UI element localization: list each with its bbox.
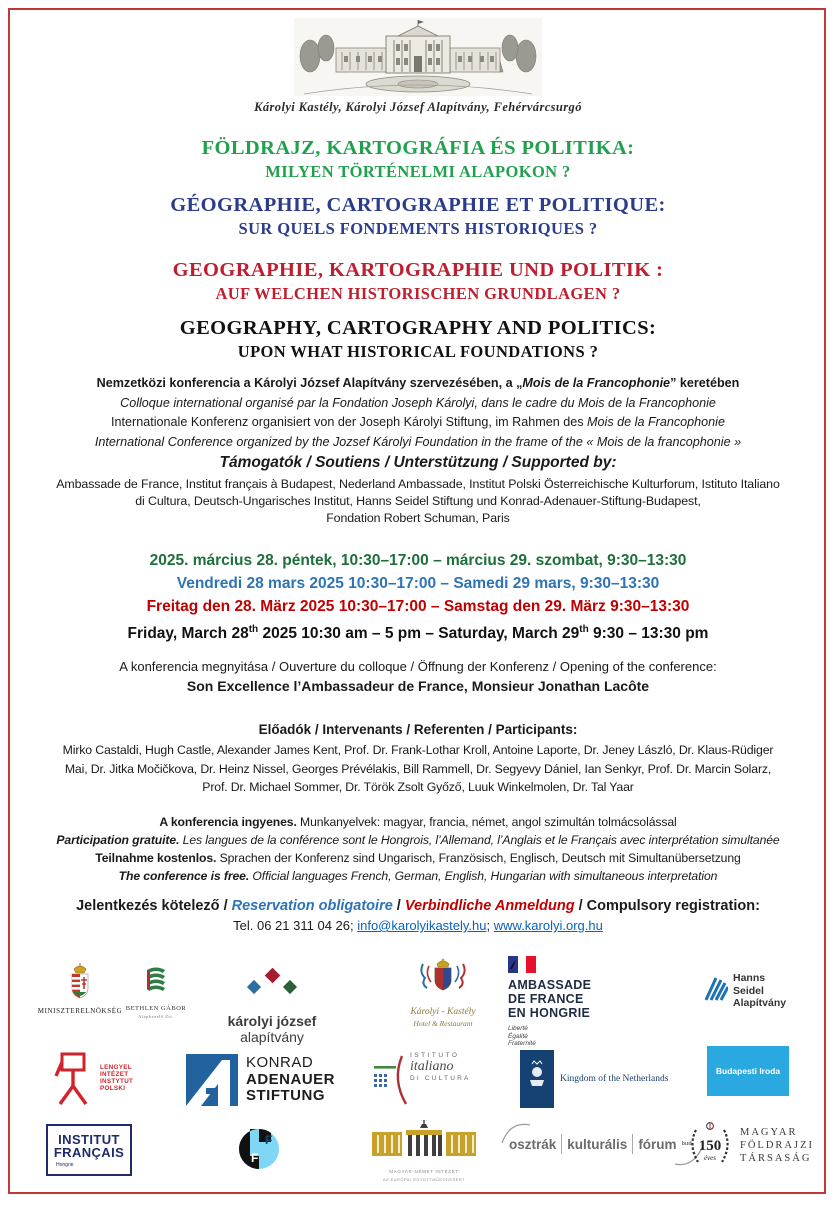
title-english xyxy=(10,317,826,362)
logo-ff-circle xyxy=(238,1128,280,1175)
netherlands-label: Kingdom of the Netherlands xyxy=(560,1074,669,1084)
kas-text xyxy=(246,1055,335,1105)
sponsor-logos xyxy=(10,950,826,1200)
info-en-lead: The conference is free. xyxy=(118,869,250,883)
brandenburg-gate-icon xyxy=(372,1120,476,1162)
ambassade-line3: EN HONGRIE xyxy=(508,1006,591,1020)
registration-line xyxy=(10,898,826,914)
info-fr-lead: Participation gratuite. xyxy=(56,833,180,847)
logo-institut-francais xyxy=(46,1124,132,1176)
kas-a-icon xyxy=(186,1054,238,1106)
svg-text:F: F xyxy=(251,1151,259,1165)
kas-line1: KONRAD xyxy=(246,1054,314,1072)
speakers-list xyxy=(10,741,826,797)
istituto-line1: ISTITUTO xyxy=(410,1052,460,1059)
title-fr-line1: GÉOGRAPHIE, CARTOGRAPHIE ET POLITIQUE: xyxy=(170,194,666,216)
three-diamonds-icon xyxy=(237,968,307,1002)
kastely-subtitle: Hotel & Restaurant xyxy=(413,1019,473,1028)
supporters-list xyxy=(10,476,826,527)
kastely-crest-icon xyxy=(417,956,469,1002)
date-hungarian: 2025. március 28. péntek, 10:30–17:00 – március 29. szombat, 9:30–13:30 xyxy=(149,552,687,569)
magyar-nemet-line2: AZ EURÓPAI EGYÜTTMŰKÖDÉSÉRT xyxy=(382,1178,466,1182)
organizer-line-de xyxy=(10,413,826,433)
okf-word1: osztrák xyxy=(509,1136,557,1152)
info-fr-rest: Les langues de la conférence sont le Hongrois, l’Allemand, l’Anglais et le Français avec interprétation simultanée xyxy=(179,833,780,847)
lengyel-line1: LENGYEL xyxy=(100,1064,132,1071)
bethlen-gabor-emblem-icon xyxy=(139,964,173,998)
logo-ambassade-france xyxy=(508,956,658,1048)
hanns-line1: Hanns xyxy=(733,972,766,984)
date-en-sup1: th xyxy=(248,624,259,635)
title-en-line2: UPON WHAT HISTORICAL FOUNDATIONS ? xyxy=(237,342,599,361)
magyar-nemet-line1: MAGYAR-NÉMET INTÉZET xyxy=(389,1169,459,1174)
mft-text xyxy=(740,1126,814,1165)
info-line-hu xyxy=(10,813,826,831)
kastely-name: Károlyi - Kastély xyxy=(410,1007,476,1017)
hanns-line2: Seidel xyxy=(733,984,764,997)
hungarian-coat-of-arms-icon xyxy=(65,962,95,1000)
bethlen-gabor-label: BETHLEN GÁBOR xyxy=(125,1005,187,1012)
svg-text:éves: éves xyxy=(703,1154,717,1162)
hanns-seidel-text xyxy=(733,972,786,1010)
okf-divider2 xyxy=(632,1134,633,1154)
speakers-line2: Mai, Dr. Jitka Močičkova, Dr. Heinz Nissel, Georges Prévélakis, Bill Rammell, Dr. Segyevy Dániel, Ian Senkyr, Prof. Dr. Marcin Solarz, xyxy=(64,761,772,776)
speakers-heading: Előadók / Intervenants / Referenten / Participants: xyxy=(258,722,578,737)
logo-bethlen-gabor xyxy=(114,964,198,1019)
logo-karolyi-jozsef-alapitvany xyxy=(202,968,342,1045)
organizer-line-hu xyxy=(10,374,826,394)
karolyi-alapitvany-rest: alapítvány xyxy=(240,1029,304,1045)
logo-magyar-nemet-intezet xyxy=(368,1120,480,1183)
ambassade-motto xyxy=(508,1025,658,1048)
budapesti-iroda-label: Budapesti Iroda xyxy=(715,1066,781,1076)
logo-lengyel-intezet xyxy=(52,1050,133,1106)
organizer-hu-post: ” keretében xyxy=(670,376,740,390)
ambassade-line2: DE FRANCE xyxy=(508,992,584,1006)
svg-text:150: 150 xyxy=(698,1138,722,1154)
info-de-lead: Teilnahme kostenlos. xyxy=(95,851,217,865)
speakers-line3: Prof. Dr. Michael Sommer, Dr. Török Zsolt Győző, Luuk Winkelmolen, Dr. Tal Yaar xyxy=(202,780,634,794)
contact-sep: ; xyxy=(486,918,494,933)
okf-divider xyxy=(561,1134,562,1154)
opening-ambassador: Son Excellence l’Ambassadeur de France, Monsieur Jonathan Lacôte xyxy=(186,678,650,694)
istituto-line3: DI CULTURA xyxy=(410,1075,471,1082)
title-hungarian xyxy=(10,137,826,182)
mft-line2: FÖLDRAJZI xyxy=(740,1139,815,1151)
date-english xyxy=(10,618,826,645)
motto-egalite: Égalité xyxy=(508,1032,528,1040)
okf-word3: fórum xyxy=(638,1136,677,1152)
info-en-rest: Official languages French, German, English, Hungarian with simultaneous interpretation xyxy=(249,869,718,883)
mft-150-badge-icon xyxy=(686,1120,734,1170)
title-fr-line2: SUR QUELS FONDEMENTS HISTORIQUES ? xyxy=(238,219,598,238)
okf-tag: bud xyxy=(681,1141,692,1147)
supporters-heading: Támogatók / Soutiens / Unterstützung / Supported by: xyxy=(219,454,617,471)
mft-line1: MAGYAR xyxy=(740,1126,798,1138)
date-french: Vendredi 28 mars 2025 10:30–17:00 – Samedi 29 mars, 9:30–13:30 xyxy=(176,575,660,592)
date-en-post: 9:30 – 13:30 pm xyxy=(588,625,709,643)
info-de-rest: Sprachen der Konferenz sind Ungarisch, Französisch, Englisch, Deutsch mit Simultanübersetzung xyxy=(216,851,741,865)
speakers-line1: Mirko Castaldi, Hugh Castle, Alexander James Kent, Prof. Dr. Frank-Lothar Kroll, Antoine Laporte, Dr. Jeney László, Dr. Klaus-Rüdiger xyxy=(62,743,774,757)
kas-line2: ADENAUER xyxy=(246,1070,336,1088)
registration-en: / Compulsory registration: xyxy=(574,898,760,914)
istituto-line2: italiano xyxy=(410,1059,454,1074)
poster xyxy=(10,10,826,1199)
languages-info xyxy=(10,813,826,885)
french-flag-icon xyxy=(508,956,536,973)
registration-de: Verbindliche Anmeldung xyxy=(404,898,575,914)
date-en-pre: Friday, March 28 xyxy=(127,625,249,643)
organizer-hu-pre: Nemzetközi konferencia a Károlyi József Alapítvány szervezésében, a „ xyxy=(96,376,523,390)
svg-text:F: F xyxy=(265,1133,273,1147)
logo-hss-budapesti-iroda xyxy=(707,1046,789,1096)
logo-magyar-foldrajzi-tarsasag xyxy=(686,1120,814,1170)
castle-engraving-image xyxy=(10,18,826,101)
ff-circle-icon xyxy=(238,1128,280,1170)
supporters-line1: Ambassade de France, Institut français à Budapest, Nederland Ambassade, Institut Polski Österreichische Kulturforum, Istituto Italiano xyxy=(56,477,780,491)
organizer-hu-em: Mois de la Francophonie xyxy=(522,376,671,390)
info-line-en xyxy=(10,867,826,885)
registration-hu: Jelentkezés kötelező / xyxy=(76,898,232,914)
title-en-line1: GEOGRAPHY, CARTOGRAPHY AND POLITICS: xyxy=(179,317,657,339)
istituto-swash-icon xyxy=(372,1052,492,1108)
logo-istituto-italiano xyxy=(372,1052,492,1082)
karolyi-alapitvany-label xyxy=(202,1013,342,1045)
title-hu-line2: MILYEN TÖRTÉNELMI ALAPOKON ? xyxy=(265,162,571,181)
okf-word2: kulturális xyxy=(567,1136,628,1152)
netherlands-banner-icon xyxy=(520,1050,554,1108)
hanns-line3: Alapítvány xyxy=(733,997,787,1009)
supporters-line3: Fondation Robert Schuman, Paris xyxy=(326,511,510,525)
logo-netherlands xyxy=(520,1050,668,1108)
email-link[interactable]: info@karolyikastely.hu xyxy=(357,918,487,933)
lengyel-text xyxy=(100,1064,133,1092)
opening-line: A konferencia megnyitása / Ouverture du colloque / Öffnung der Konferenz / Opening of the conference: xyxy=(119,659,717,674)
info-line-fr xyxy=(10,831,826,849)
info-hu-lead: A konferencia ingyenes. xyxy=(159,815,297,829)
castle-caption: Károlyi Kastély, Károlyi József Alapítvány, Fehérvárcsurgó xyxy=(254,100,582,114)
registration-sep1: / xyxy=(392,898,405,914)
date-en-sup2: th xyxy=(579,624,589,635)
lengyel-line2: INTÉZET xyxy=(100,1071,129,1078)
institut-francais-box xyxy=(46,1124,132,1176)
institut-francais-sub: Hongrie xyxy=(56,1161,74,1168)
logo-konrad-adenauer xyxy=(186,1054,335,1106)
phone-number: Tel. 06 21 311 04 26; xyxy=(233,918,358,933)
ambassade-line1: AMBASSADE xyxy=(508,978,592,992)
bethlen-gabor-sublabel: Alapkezelő Zrt. xyxy=(138,1014,174,1019)
logo-hanns-seidel xyxy=(702,972,798,1010)
date-german: Freitag den 28. März 2025 10:30–17:00 – Samstag den 29. März 9:30–13:30 xyxy=(146,598,690,615)
logo-karolyi-kastely xyxy=(388,956,498,1029)
title-hu-line1: FÖLDRAJZ, KARTOGRÁFIA ÉS POLITIKA: xyxy=(201,137,635,159)
organizer-line-en: International Conference organized by the Jozsef Károlyi Foundation in the frame of the « Mois de la francophonie » xyxy=(94,434,742,449)
organizer-paragraph xyxy=(10,374,826,452)
mft-line3: TÁRSASÁG xyxy=(740,1152,812,1164)
supporters-line2: di Cultura, Deutsch-Ungarisches Institut, Hanns Seidel Stiftung und Konrad-Adenauer-Stiftung-Budapest, xyxy=(135,494,701,508)
info-line-de xyxy=(10,849,826,867)
title-de-line1: GEOGRAPHIE, KARTOGRAPHIE UND POLITIK : xyxy=(172,259,664,281)
lengyel-line4: POLSKI xyxy=(100,1085,126,1092)
title-german xyxy=(10,259,826,304)
organizer-de-em: Mois de la Francophonie xyxy=(587,415,725,429)
contact-line xyxy=(10,918,826,933)
lengyel-line3: INSTYTUT xyxy=(100,1078,134,1085)
title-de-line2: AUF WELCHEN HISTORISCHEN GRUNDLAGEN ? xyxy=(215,284,621,303)
hanns-seidel-emblem-icon xyxy=(702,972,728,1002)
kas-line3: STIFTUNG xyxy=(246,1087,325,1105)
polish-institute-figure-icon xyxy=(52,1050,96,1106)
organizer-de-pre: Internationale Konferenz organisiert von der Joseph Károlyi Stiftung, im Rahmen des xyxy=(111,415,588,429)
website-link[interactable]: www.karolyi.org.hu xyxy=(493,918,603,933)
organizer-line-fr: Colloque international organisé par la Fondation Joseph Károlyi, dans le cadre du Mois de la Francophonie xyxy=(120,395,716,410)
logo-osztrak-kulturalis-forum xyxy=(500,1134,705,1154)
institut-francais-line1: INSTITUT xyxy=(58,1131,120,1147)
title-french xyxy=(10,194,826,239)
registration-fr: Reservation obligatoire xyxy=(231,898,393,914)
institut-francais-line2: FRANÇAIS xyxy=(53,1144,125,1160)
miniszterelnokseg-label: MINISZTERELNÖKSÉG xyxy=(37,1007,123,1015)
info-hu-rest: Munkanyelvek: magyar, francia, német, angol szimultán tolmácsolással xyxy=(296,815,677,829)
motto-fraternite: Fraternité xyxy=(508,1040,536,1047)
dates-block xyxy=(10,549,826,645)
karolyi-alapitvany-bold: károlyi józsef xyxy=(227,1013,317,1029)
motto-liberte: Liberté xyxy=(508,1025,528,1032)
date-en-mid: 2025 10:30 am – 5 pm – Saturday, March 29 xyxy=(258,625,580,643)
